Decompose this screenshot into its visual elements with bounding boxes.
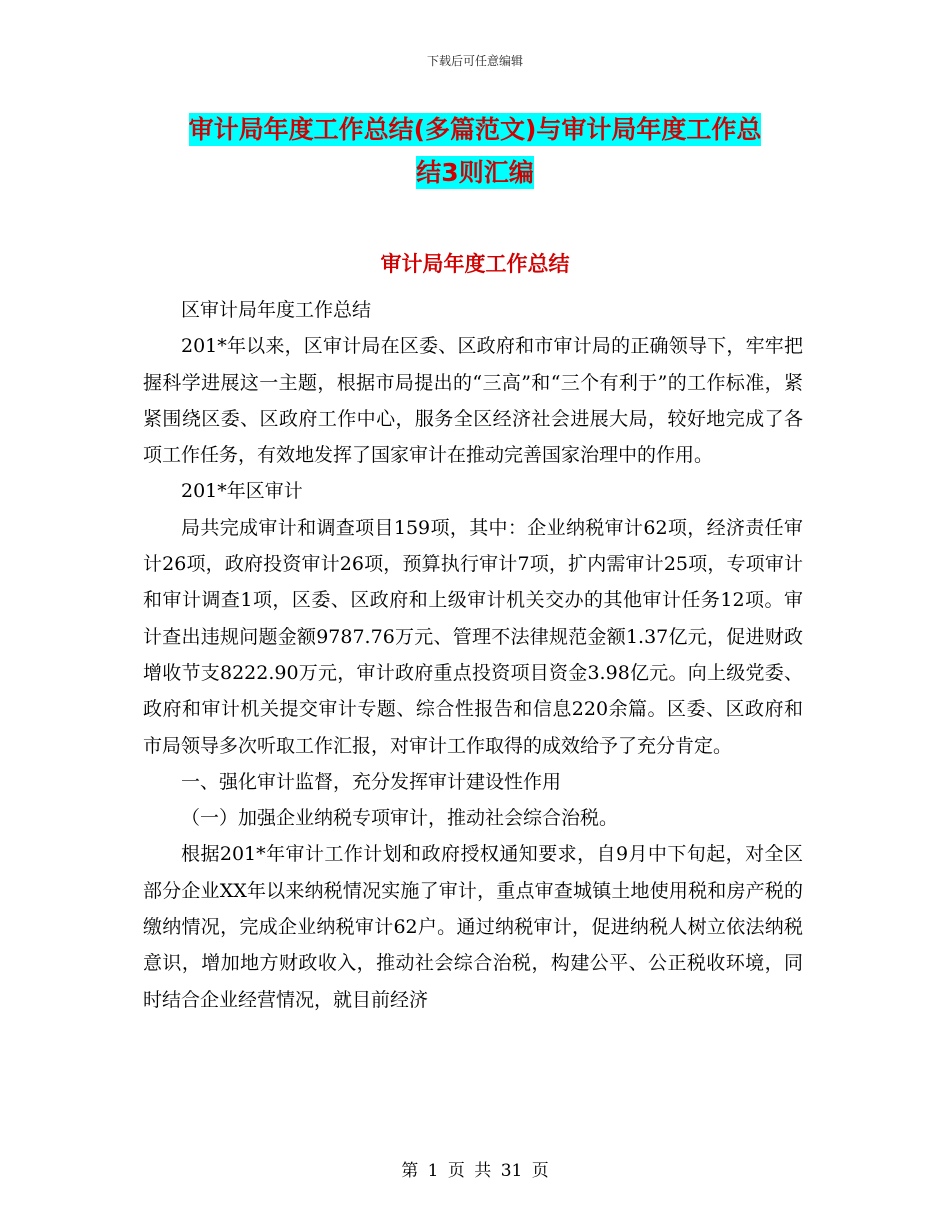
document-body — [143, 292, 803, 1018]
paragraph: 201*年区审计 — [181, 480, 303, 503]
paragraph: 根据201*年审计工作计划和政府授权通知要求，自9月中下旬起，对全区部分企业XX年以来纳税情况实施了审计，重点审查城镇土地使用税和房产税的缴纳情况，完成企业纳税审计62户。通过纳税审计，促进纳税人树立依法纳税意识，增加地方财政收入，推动社会综合治税，构建公平、公正税收环境，同时结合企业经营情况，就目前经济 — [143, 843, 803, 1011]
paragraph: 区审计局年度工作总结 — [181, 299, 372, 321]
section-title: 审计局年度工作总结 — [380, 252, 570, 276]
document-title — [0, 108, 950, 194]
paragraph: （一）加强企业纳税专项审计，推动社会综合治税。 — [181, 807, 619, 830]
page-footer: 第 1 页 共 31 页 — [401, 1161, 549, 1181]
paragraph: 201*年以来，区审计局在区委、区政府和市审计局的正确领导下，牢牢把握科学进展这一主题，根据市局提出的“三高”和“三个有利于”的工作标准，紧紧围绕区委、区政府工作中心，服务全区经济社会进展大局，较好地完成了各项工作任务，有效地发挥了国家审计在推动完善国家治理中的作用。 — [143, 335, 803, 467]
title-line-1: 审计局年度工作总结(多篇范文)与审计局年度工作总 — [188, 115, 762, 144]
paragraph: 一、强化审计监督，充分发挥审计建设性作用 — [181, 770, 562, 793]
header-note: 下载后可任意编辑 — [426, 54, 523, 68]
title-line-2: 结3则汇编 — [416, 158, 534, 187]
paragraph: 局共完成审计和调查项目159项，其中：企业纳税审计62项，经济责任审计26项，政府投资审计26项，预算执行审计7项，扩内需审计25项，专项审计和审计调查1项，区委、区政府和上级审计机关交办的其他审计任务12项。审计查出违规问题金额9787.76万元、管理不法律规范金额1.37亿元，促进财政增收节支8222.90万元，审计政府重点投资项目资金3.98亿元。向上级党委、政府和审计机关提交审计专题、综合性报告和信息220余篇。区委、区政府和市局领导多次听取工作汇报，对审计工作取得的成效给予了充分肯定。 — [143, 516, 803, 757]
